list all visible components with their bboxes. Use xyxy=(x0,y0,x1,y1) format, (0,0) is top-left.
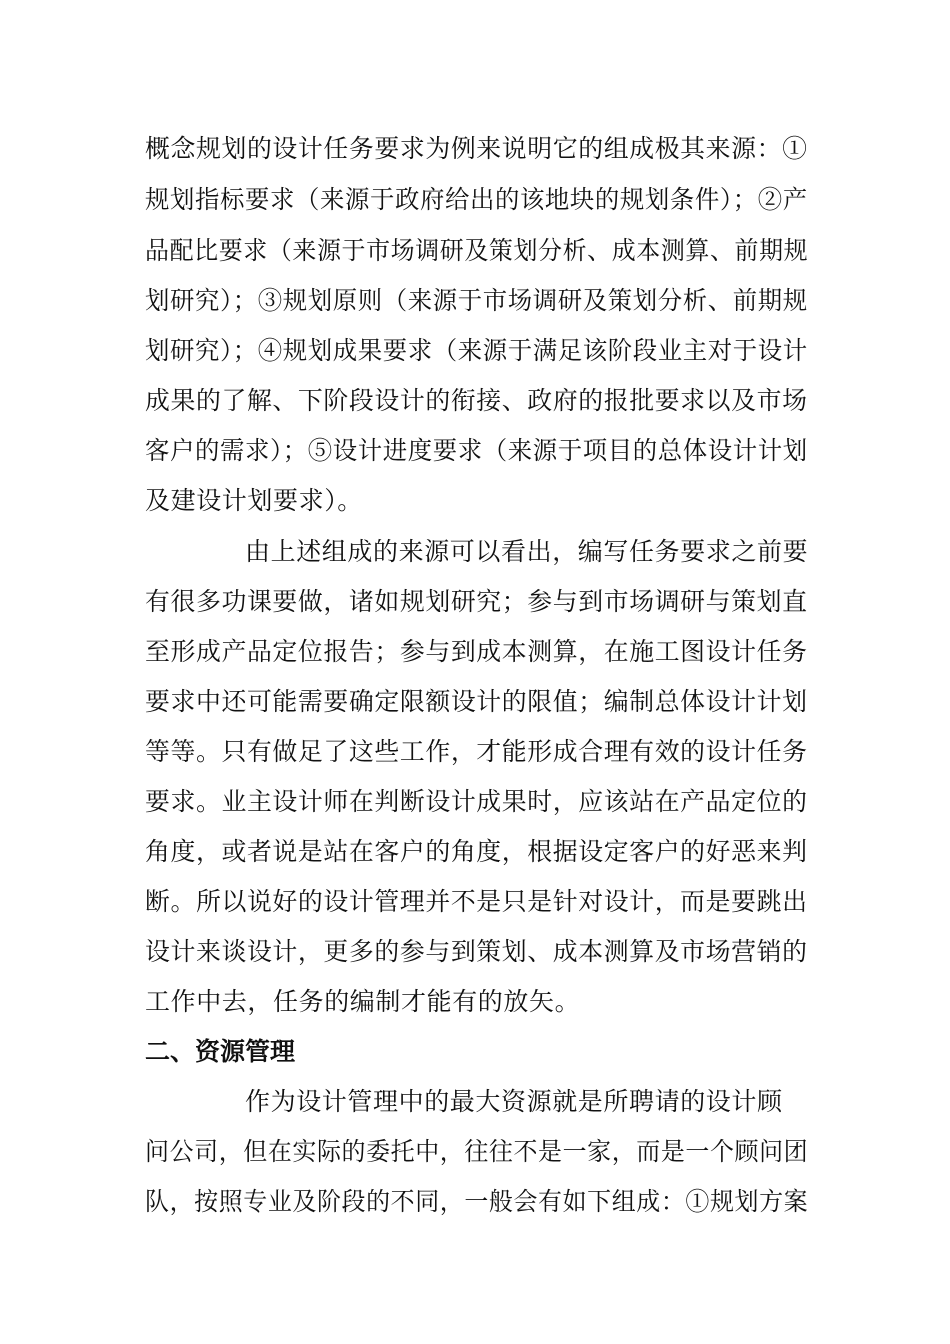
text-line: 客户的需求）；⑤设计进度要求（来源于项目的总体设计计划 xyxy=(145,436,808,465)
text-line: 成果的了解、下阶段设计的衔接、政府的报批要求以及市场 xyxy=(145,386,808,415)
text-line: 问公司，但在实际的委托中，往往不是一家，而是一个顾问团 xyxy=(145,1137,809,1166)
text-line: 要求。业主设计师在判断设计成果时，应该站在产品定位的 xyxy=(145,787,808,816)
text-line: 工作中去，任务的编制才能有的放矢。 xyxy=(145,987,581,1016)
text-line: 等等。只有做足了这些工作，才能形成合理有效的设计任务 xyxy=(145,737,808,766)
text-line: 有很多功课要做，诸如规划研究；参与到市场调研与策划直 xyxy=(145,587,808,616)
text-line: 至形成产品定位报告；参与到成本测算，在施工图设计任务 xyxy=(145,637,808,666)
section-heading: 二、资源管理 xyxy=(145,1037,296,1066)
text-line: 划研究）；③规划原则（来源于市场调研及策划分析、前期规 xyxy=(145,286,808,315)
text-line: 作为设计管理中的最大资源就是所聘请的设计顾 xyxy=(245,1087,783,1116)
text-line: 角度，或者说是站在客户的角度，根据设定客户的好恶来判 xyxy=(145,837,808,866)
text-line: 队，按照专业及阶段的不同，一般会有如下组成：①规划方案 xyxy=(145,1187,809,1216)
text-line: 设计来谈设计，更多的参与到策划、成本测算及市场营销的 xyxy=(145,937,808,966)
text-line: 概念规划的设计任务要求为例来说明它的组成极其来源：① xyxy=(145,134,808,163)
text-line: 及建设计划要求）。 xyxy=(145,486,363,515)
text-line: 要求中还可能需要确定限额设计的限值；编制总体设计计划 xyxy=(145,687,808,716)
text-line: 断。所以说好的设计管理并不是只是针对设计，而是要跳出 xyxy=(145,887,808,916)
text-line: 规划指标要求（来源于政府给出的该地块的规划条件）；②产 xyxy=(145,185,808,214)
text-line: 品配比要求（来源于市场调研及策划分析、成本测算、前期规 xyxy=(145,236,809,265)
text-line: 划研究）；④规划成果要求（来源于满足该阶段业主对于设计 xyxy=(145,336,808,365)
text-line: 由上述组成的来源可以看出，编写任务要求之前要 xyxy=(245,537,809,566)
